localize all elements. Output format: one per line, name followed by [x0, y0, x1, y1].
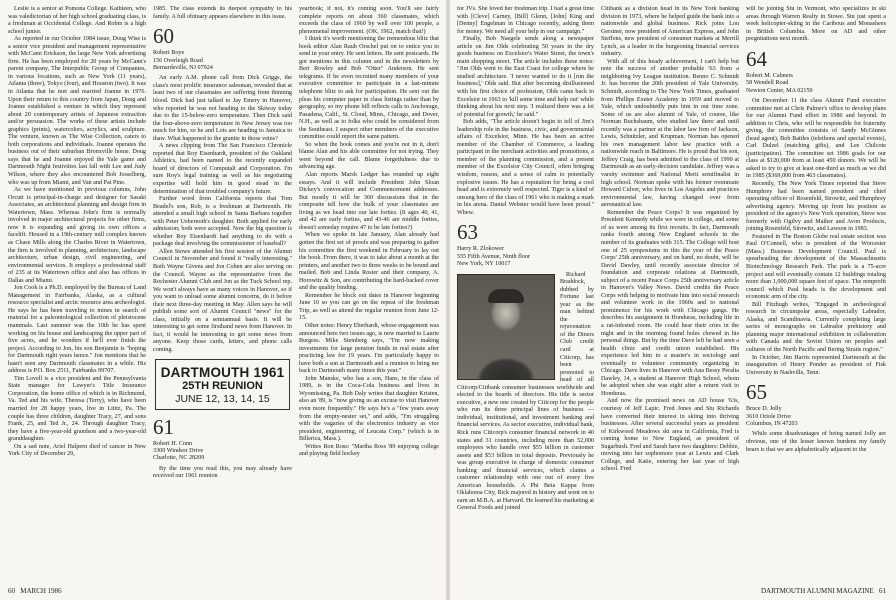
body-paragraph: Jon Cook is a Ph.D. employed by the Bureau of Land Management in Fairbanks, Alaska, as a cultural resource specialist and arctic resource area archeologist. He says he has been traveling to mines in search of material for a paleontological collection of pleistocene mammals. Last summer was the 10th he has spent working on his house and landscaping the upper part of five acres, and he wonders if he'll ever finish the project. According to Jon, his son Benjamin is "hoping for Dartmouth right years hence." Jon mentions that he hasn't seen any Dartmouth classmates in a while. His address is P.O. Box 2511, Fairbanks 99707.: [8, 285, 146, 375]
left-footer: [8, 587, 62, 596]
class-secretary-address: [746, 406, 886, 428]
reunion-box-line: 25TH REUNION: [182, 379, 263, 392]
portrait-hair: [488, 289, 524, 303]
body-paragraph: Featured in The Boston Globe real estate section was Paul O'Connell, who is president of the Worcester (Mass.) Business Development Council. Paul is spearheading the development of the Massachusetts Biotechnology Research Park. The park is a 75-acre project and will eventually contain 12 buildings totaling more than 1,000,000 square feet of space. The nonprofit council which Paul heads is the development and economic arm of the city.: [746, 233, 886, 301]
class-secretary-address: [153, 50, 292, 72]
body-paragraph: Citibank as a division head in its New York banking division in 1973, where he helped guide the bank into a nationwide and global business. Rick joins Lou Gerstner, now president of American Express, and John Steffens, new president of consumer markets at Merrill Lynch, as a leader in the burgeoning financial services industry.: [601, 6, 739, 58]
page-number: 60: [8, 587, 15, 595]
address-line: New York, NY 10017: [457, 261, 511, 268]
body-paragraph: On a sad note, Ariel Halpern died of cancer in New York City of December 29,: [8, 443, 146, 458]
address-line: Columbus, IN 47203: [746, 421, 798, 427]
left-column-2: [153, 6, 292, 588]
body-paragraph: On December 11 the class Alumni Fund executive committee met at Chris Palmer's office to develop plans for our Alumni Fund effort in 1986 and beyond. In addition to Chris, who will be responsible for fraternity giving, the committee consists of Sandy McGinnes (head agent), Bob Battles (telethons and special events), Carl Dulzel (matching gifts), and Lee Chilcote (participation). The committee set 1986 goals for our class at $120,000 from at least 450 donors. We will be asked to try to give at least one-third as much as we did in 1985 ($369,000 from 463 classmates).: [746, 97, 886, 180]
body-paragraph: Bob adds, "The article doesn't begin to tell of Jim's leadership role in the business, civic, and governmental affairs of Excelsior, Minn. He has been an active member of the Chamber of Commerce, a leading participant in the merchant activities and promotions, a member of the planning commission, and a present member of the Excelsior City Council, often bringing wisdom, reason, and a sense of calm to potentially explosive issues. He has a reputation for being a cool head and is extremely well respected. Tiger is a kind of unsung hero of the class of 1961 who is making a mark in his arena. Daniel Webster would have been proud." Whew.: [457, 119, 594, 216]
portrait-photo: [457, 274, 555, 380]
magazine-title: DARTMOUTH ALUMNI MAGAZINE: [761, 587, 874, 595]
address-line: Robert M. Cahners: [746, 72, 793, 79]
body-paragraph: yearbook; if not, it's coming soon. You'll see fairly complete reports on about 360 classmates, which exceeds the class of 1960 by well over 100 people, a phenomenal improvement. (OK, 1962, match that!): [299, 6, 439, 35]
address-line: 3300 Windsor Drive: [153, 447, 204, 454]
reunion-announcement-box: [155, 359, 290, 410]
body-paragraph: In October, Jim Harris represented Dartmouth at the inauguration of Henry Ponder as president of Fisk University in Nashville, Tenn.: [746, 354, 886, 376]
body-paragraph: I think it's worth mentioning the tremendous blitz that book editor Alan Rauh Orschel put on to entice you to send in your entry. He sent letters. He sent postcards. He got mentions in this column and in the newsletters by Bert Rowley and Bob "Otter" Anderson. He sent telegrams. If he even recruited many members of your executive committee to participate in a last-minute telephone blitz to ask for participation. He sent out the pleas his computer paper in class listings rather than by geography, so my phone bill reflects calls to Anchorage, Pasadena, Calif., St. Cloud, Minn., Chicago, and Dover, N.H., as well as to folks who could be considered from the Southeast. I suspect other members of the executive committee could report the same pattern.: [299, 36, 439, 141]
body-paragraph: Remember he block out dates in Hanover beginning June 10 so you can go on the repeat of the freshman Trip, as well as attend the regular reunion from June 12-15.: [299, 292, 439, 322]
body-paragraph: Alan reports Marsh Ledger has rounded up eight essays. And it will include President John Sloan Dickey's convocation and Commencement addresses. But mostly it will be 360 discussions that in the composite tell how the bulk of your classmates are living as we head into our late forties. (It ages 40, 41, and 42 are early forties, and 43-46 are middle forties, doesn't someday require 47 to be late forties?): [299, 172, 439, 231]
address-line: Bernardsville, NJ 07924: [153, 64, 213, 71]
right-column-3: [746, 6, 886, 588]
body-paragraph: Writes Ron Ross: "Martha Ross '89 enjoying college and playing field hockey: [299, 443, 439, 458]
address-line: Robert Boye: [153, 50, 185, 57]
body-paragraph: While some disadvantages of being named Jolly are obvious, one of the lesser known burdens my family bears is that we are alphabetically adjacent to the: [746, 431, 886, 453]
body-paragraph: A news clipping from The San Francisco Chronicle reported that Roy Eisenhardt, president of the Oakland Athletics, had been named to the recently expanded board of directors of Computalt and Corporation. I'm sure Roy's legal training as well as his negotiating expertise will hold him in good stead in the determination of that troubled company's future.: [153, 143, 292, 195]
address-line: 3610 Oriole Drive: [746, 413, 792, 420]
body-paragraph: Leslie is a senior at Pomona College. Kathleen, who was valedictorian of her high school graduating class, is a freshman at Occidental College. And Robin is a high school junior.: [8, 6, 146, 35]
body-paragraph: Finally, Bob Naegele sends along a newspaper article on Jim Olds celebrating 50 years in the dry goods business on Excelsior's Water Street, the town's main shopping street. The article includes these notes: "Jim Olds went to the East Coast for college where he studied architecture. 'I never wanted to do it [run the business],' Olds said. But after becoming disillusioned with his first choice of profession, Olds came back to Excelsior in 1963 to 'kill some time and help out' while thinking about his next step. 'I realized there was a lot of potential for growth,' he said.": [457, 36, 594, 118]
body-paragraph: Bill Fitzhugh writes, "Engaged in archeological research in circumpolar areas, especially Labrador, Alaska, and Scandinavia. Currently completing large series of monographs on Labrador prehistory and planning major international exhibition in collaboration with Canada and the Soviet Union on peoples and cultures of the North Pacific and Bering Straits region.": [746, 301, 886, 353]
address-line: 58 Wendell Road: [746, 80, 789, 87]
address-line: Bruce D. Jolly: [746, 406, 782, 413]
body-paragraph: Tim Lovell is a vice president and the Pennsylvania State manager for Lawyer's Title Insurance Corporation, the home office of which is in Richmond, Va. Ted and his wife, Theresa (Terry), who have been married for 28 happy years, live in Lititz, Pa. The couple has three children, daughter Tracy, 27, and sons Frank, 25, and Ted Jr., 24. Through daughter Tracy, they have a five-year-old grandson and a two-year-old granddaughter.: [8, 375, 146, 443]
body-paragraph: So when the book comes and you're not in it, don't blame Alan and his able committee for not trying. They went beyond the call. Blame forgetfulness due to advancing age.: [299, 141, 439, 171]
address-line: 156 Overleigh Road: [153, 57, 203, 64]
class-secretary-address: [746, 73, 886, 95]
body-paragraph: Recently, The New York Times reported that Steve Humphrey had been named president and chief operating officer of Rosenfeld, Sirowitz, and Humphrey advertising agency. Moving up from his position as president of the agency's New York operation, Steve was formerly with Ogilvy and Mather and Avon Products, joining Rosenfeld, Sirowitz, and Lawson in 1983.: [746, 180, 886, 233]
body-paragraph: As we have mentioned in previous columns, John Orcutt is principal-in-charge and designer for Sasaki Associates, an architectural planning and design firm in Watertown, Mass. Whereas John's firm is normally involved in major architectural projects for other firms, now it is expanding and giving its own offices a facelift. Housed in a 19th-century mill complex known as Chase Mills along the Charles River in Watertown, the firm is involved in planning, architecture, landscape architecture, urban design, civil engineering, and environmental services. It employs a professional staff of 235 at its Watertown office and also has offices in Dallas and Miami.: [8, 187, 146, 284]
reunion-box-line: DARTMOUTH 1961: [160, 364, 285, 380]
class-year-heading: 61: [153, 414, 174, 439]
address-line: 555 Fifth Avenue, Ninth floor: [457, 253, 531, 260]
class-year-heading: 63: [457, 220, 478, 245]
body-paragraph: for JVs. She loved her freshman trip. I had a great time with [Cleve] Carney, [Bill] Glenn, [John] King and [Denny] Engelman in Chicago recently, asking them for money. We need all your help in our campaign.": [457, 6, 594, 35]
reunion-box-line: JUNE 12, 13, 14, 15: [175, 392, 270, 405]
issue-date: MARCH 1986: [20, 587, 62, 595]
class-year-heading: 60: [153, 24, 174, 49]
body-paragraph: will be joining Stu in Vermont, who specializes in ski areas through Warren Realty in Stowe. Stu just spent a week helicopter-skiing in the Caribous and Monashees in British Columbia. More on AD and other pregnitations next month.: [746, 6, 886, 43]
address-line: Harry R. Zlokower: [457, 246, 504, 253]
class-year-heading: 64: [746, 46, 767, 71]
left-column-3: [299, 6, 439, 588]
address-line: Charlotte, NC 28209: [153, 455, 205, 462]
body-paragraph: And now the promised news on AD house '63s, courtesy of Jeff Lapic. Fred Jones and Stu Richards have converted their interest in skiing into thriving businesses. After several successful years as president of Kirkwood Meadows ski area in California, Fred is coming home to New England, as president of Sugarbush. Fred and Sarah have two daughters: Debbie, moving into her sophomore year at Lewis and Clark College, and Katie, entering her last year of high school. Fred: [601, 398, 739, 473]
body-paragraph: John Manske, who has a son, Hans, in the class of 1989, is in the Coca-Cola business and lives in Wyomissing, Pa. Bob Daly writes that daughter Kristen, also an '89, is "now giving us an excuse to visit Hanover even more frequently." He says he's a "few years away from the empty-nester set," and adds, "I'm struggling with the vagaries of the electronics industry as vice president, engineering, of Leucata Corp." (which is in Billerica, Mass.).: [299, 375, 439, 443]
right-footer: [761, 587, 886, 596]
body-paragraph: Remember the Peace Corps? It was organized by President Kennedy while we were in college, and some of us were among its first recruits. In fact, Dartmouth ranks fourth among New England schools in the number of its graduates with 315. The College will host one of 25 symposiums in this the year of the Peace Corps' 25th anniversary, and on hand, no doubt, will be David Dawley, until recently associate director of foundation and corporate relations at Dartmouth, subject of a recent Peace Corps 25th anniversary article in Hanover's Valley News. David credits the Peace Corps with helping to motivate him into social research and volunteer work in the 1960s and to national prominence for his work with Chicago gangs. He describes his assignment in Honduras, including life in a rat-infested room. He could hear their cries in the night and in the morning found holes chewed in his personal things. But by the time Dave left he had seen a health clinic and credit union established. His experience led him to a master's in sociology and eventually to volunteer community organizing in Chicago. Dave lives in Hanover with Ana Bessy Peralta Dawley, 14, a student at Hanover High School, whom he adopted when she was eight after a return visit to Honduras.: [601, 209, 739, 397]
body-paragraph: With all of this heady achievement, I can't help but note the success of another probable '63 from a neighboring Ivy League institution. Benno C. Schmidt Jr. has become the 20th president of Yale University. Schmidt, according to The New York Times, graduated from Phillips Exeter Academy in 1959 and moved to Yale, which undoubtedly puts him in our time zone. Some of us are also alumni of Yale, of course, like Norman Buchsbaum, who studied law there and until recently was a partner at the labor law firm of Jackson, Lewis, Schnitzler, and Krupman. Norman has opened his own management labor law practice with a nationwide reach in Baltimore. He is proud that his son, Jeffrey Craig, has been admitted to the class of 1990 at Dartmouth as an early-decision candidate. Jeffrey was a varsity swimmer and National Merit semifinalist in high school. Norman spoke with his former roommate Howard Culver, who lives in Los Angeles and practices environmental law, having changed over from aeronautical law.: [601, 58, 739, 209]
address-line: Robert H. Conn: [153, 440, 193, 447]
body-paragraph: By the time you read this, you may already have received our 1961 reunion: [153, 465, 292, 480]
body-paragraph: When we spoke in late January, Alan already had gotten the first set of proofs and was preparing to gather his committee the first weekend in February to lay out the book. From there, it was to take about a month at the printers, and another two to three weeks to be bound and mailed. Bob and Linda Rosier and their company, A. Horowitz & Son, are contributing the hard-backed cover and the quality binding.: [299, 232, 439, 292]
page-gutter: [446, 0, 450, 600]
body-paragraph: An early A.M. phone call from Dick Griggs, the class's most prolific insurance salesman, revealed that at least two of our classmates are suffering from thinning blood. Dick had just talked to Jay Emery in Hanover, who reported he was not heading to the Skiway today due to the 15-below-zero temperature. Then Dick said the four-above-zero temperature in New Jersey was too much for him, so he and Lois are heading to Jamaica to thaw. What happened to the granite in those veins?: [153, 75, 292, 142]
right-column-1: [457, 6, 594, 588]
body-paragraph: Other notes: Henry Eberhardt, whose engagement was announced here two issues ago, is now married to Laurie Burgess. Mike Steinberg says, "I'm now making investments for large pension funds in real estate after practicing law for 19 years. I'm particularly happy to have both a son at Dartmouth and a reunion to bring me back to Dartmouth many times this year.": [299, 322, 439, 375]
right-column-2: [601, 6, 739, 588]
body-paragraph: Richard Braddock, dubbed by Fortune last year as the man behind the rejuvenation of the Diners Club credit card at Citicorp, has been promoted to head of all Citicorp/Citibank consumer businesses worldwide and elected to the boards of directors. His title is sector executive, a new one created by Citicorp for the people who run its three principal lines of business — individual, institutional, and investment banking and financial services. As sector executive, individual bank, Rick runs Citicorp's consumer financial network in 40 states and 31 countries, including more than 52,000 employees who handle over $55 billion in customer assets and $53 billion in total deposits. Previously he was group executive in charge of domestic consumer banking and financial services, which claims a customer relationship with one out of every five American households. A Phi Beta Kappa from Oklahoma City, Rick majored in history and went on to earn an M.B.A. at Harvard. He learned his marketing at General Foods and joined: [457, 271, 594, 512]
class-secretary-address: [457, 246, 594, 268]
left-column-1: [8, 6, 146, 588]
body-paragraph: Further word from California reports that Tom Beadel's son, Rob, is a freshman at Dartmouth. He attended a small high school in Santa Barbara together with Peter Uebernoth's daughter. Both applied for early admission; both were accepted. Now the big question is whether Roy Eisenhardt had anything to do with a package deal involving the commissioner of baseball?: [153, 196, 292, 248]
class-year-heading: 65: [746, 380, 767, 405]
address-line: Newton Center, MA 02159: [746, 87, 813, 94]
page-number: 61: [879, 587, 886, 595]
class-secretary-address: [153, 441, 292, 463]
body-paragraph: Allen Stowe attended his first session of the Alumni Council in November and found it "really interesting." Both Wayne Givens and Jon Cohen are also serving on the Council. Wayne as the representative from the Rochester Alumni Club and Jon as the Tuck School rep. We won't always have as many voices in Hanover, so if you want to unload some alumni concerns, do it before their next three-day meeting in May. Allen says he will publish some sort of Alumni Council "news" for the class, initially on a semiannual basis. It will be interesting to get some firsthand news from Hanover. In fact, it would be interesting to get some news from anyone. Keep those cards, letters, and phone calls coming.: [153, 248, 292, 353]
body-paragraph: As reported in our October 1984 issue, Doug Wise is a senior vice president and management representative with McCann Erickson, the large New York advertising firm. He has been employed for 20 years by McCann's parent company, The Interpublic Group of Companies, in various locations, such as New York (11 years), Atlanta (three), Tokyo (four), and Houston (two). It was in Atlanta that he met and married Joanne in 1976. Upon their return to this country from Japan, Doug and Joanne established a venture in which they represent about 20 contemporary artists of Japanese extraction and/or persuasion. The works of these artists include graphics (prints), watercolors, acrylics, and sculpture. The venture, known as The Wise Collection, caters to both corporations and individuals. Joanne operates the business out of their suburban Bronxville home. Doug says that he and Joanne enjoyed the Yale game and Dartmouth Night festivities last fall with Lee and Judy Wilson, where they also encountered Bob Josselberg, who was up from Miami, and Van and Pat Pine.: [8, 36, 146, 186]
body-paragraph: 1985. The class extends its deepest sympathy to his family. A full obituary appears elsewhere in this issue.: [153, 6, 292, 20]
